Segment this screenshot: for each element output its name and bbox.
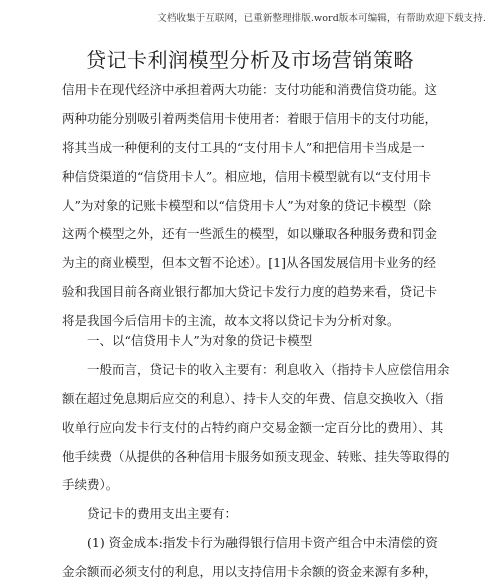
- text-line: 为主的商业模型，但本文暂不论述）。[1]从各国发展信用卡业务的经: [62, 255, 436, 271]
- intro-paragraph: [62, 76, 438, 336]
- text-line: 将是我国今后信用卡的主流，故本文将以贷记卡为分析对象。: [62, 313, 400, 329]
- text-line: 收单行应向发卡行支付的占特约商户交易金额一定百分比的费用）、其: [62, 419, 444, 435]
- text-line: 手续费）。: [62, 477, 119, 493]
- text-line: 两种功能分别吸引着两类信用卡使用者：着眼于信用卡的支付功能，: [62, 110, 438, 126]
- text-line: 他手续费（从提供的各种信用卡服务如预支现金、转账、挂失等取得的: [62, 448, 450, 464]
- document-title: 贷记卡利润模型分析及市场营销策略: [86, 48, 414, 72]
- text-line: 验和我国目前各商业银行都加大贷记卡发行力度的趋势来看，贷记卡: [62, 284, 438, 300]
- text-line: 信用卡在现代经济中承担着两大功能：支付功能和消费信贷功能。这: [62, 82, 438, 97]
- section-heading: 一、以“信贷用卡人”为对象的贷记卡模型: [87, 333, 313, 348]
- text-line: 额在超过免息期后应交的利息）、持卡人交的年费、信息交换收入（指: [62, 390, 444, 406]
- text-line: 人”为对象的记账卡模型和以“信贷用卡人”为对象的贷记卡模型（除: [62, 197, 432, 213]
- text-line: 一般而言，贷记卡的收入主要有：利息收入（指持卡人应偿信用余: [87, 361, 450, 377]
- text-line: 将其当成一种便利的支付工具的“支付用卡人”和把信用卡当成是一: [62, 139, 425, 155]
- list-item: (1) 资金成本:指发卡行为融得银行信用卡资产组合中未清偿的资: [87, 535, 438, 551]
- header-note: 文档收集于互联网，已重新整理排版.word版本可编辑，有帮助欢迎下载支持.: [157, 13, 486, 24]
- body-section: [62, 327, 450, 587]
- expense-intro: 贷记卡的费用支出主要有：: [87, 506, 238, 522]
- text-line: 种信贷渠道的“信贷用卡人”。相应地，信用卡模型就有以“支付用卡: [62, 168, 432, 184]
- text-line: 金余额而必须支付的利息，用以支持信用卡余额的资金来源有多种，: [62, 564, 438, 580]
- text-line: 这两个模型之外，还有一些派生的模型，如以赚取各种服务费和罚金: [62, 226, 438, 242]
